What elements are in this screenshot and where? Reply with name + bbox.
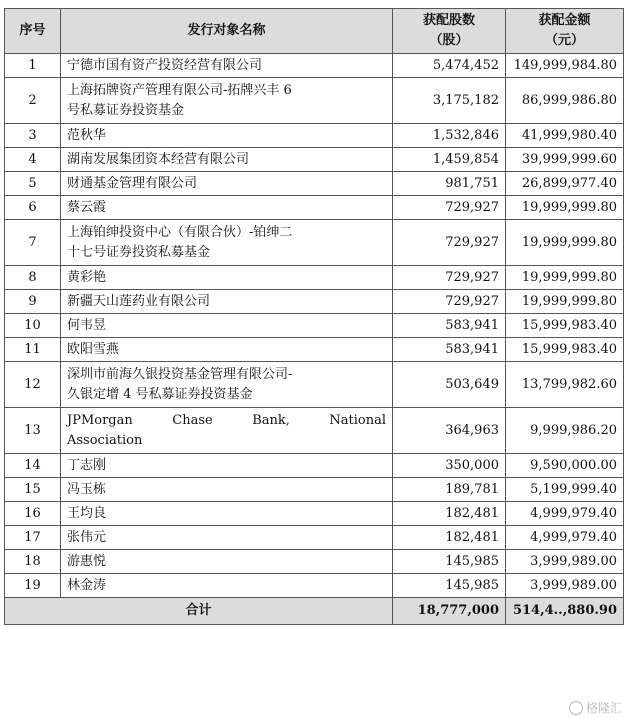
table-row xyxy=(5,290,624,314)
row-no: 2 xyxy=(5,78,61,124)
watermark-logo-icon xyxy=(569,701,583,715)
table-row xyxy=(5,550,624,574)
row-shares: 145,985 xyxy=(393,550,506,574)
table-row xyxy=(5,478,624,502)
row-shares: 189,781 xyxy=(393,478,506,502)
row-amount: 19,999,999.80 xyxy=(506,196,624,220)
row-no: 17 xyxy=(5,526,61,550)
row-name: 范秋华 xyxy=(61,124,393,148)
row-no: 5 xyxy=(5,172,61,196)
row-no: 14 xyxy=(5,454,61,478)
table-row xyxy=(5,172,624,196)
header-no: 序号 xyxy=(5,9,61,54)
row-amount: 41,999,980.40 xyxy=(506,124,624,148)
row-name-line2: 号私募证券投资基金 xyxy=(67,102,185,118)
row-name-line2: Association xyxy=(67,432,143,448)
row-shares: 729,927 xyxy=(393,290,506,314)
row-name-line2: 十七号证券投资私募基金 xyxy=(67,244,211,260)
header-shares-line1: 获配股数 xyxy=(422,13,475,28)
row-name xyxy=(61,408,393,454)
row-shares: 729,927 xyxy=(393,196,506,220)
row-name-line1: 深圳市前海久银投资基金管理有限公司- xyxy=(67,366,293,382)
row-name-line2: 久银定增 4 号私募证券投资基金 xyxy=(67,386,253,402)
total-label: 合计 xyxy=(5,598,393,625)
table-row xyxy=(5,78,624,124)
row-no: 6 xyxy=(5,196,61,220)
row-no: 13 xyxy=(5,408,61,454)
total-row xyxy=(5,598,624,625)
row-no: 10 xyxy=(5,314,61,338)
watermark-text: 格隆汇 xyxy=(585,701,622,715)
row-amount: 26,899,977.40 xyxy=(506,172,624,196)
row-shares: 182,481 xyxy=(393,526,506,550)
table-row xyxy=(5,148,624,172)
table-row xyxy=(5,526,624,550)
row-name xyxy=(61,78,393,124)
header-amount-line1: 获配金额 xyxy=(538,13,591,28)
row-amount: 86,999,986.80 xyxy=(506,78,624,124)
table-header-row xyxy=(5,9,624,54)
table-row xyxy=(5,266,624,290)
row-no: 3 xyxy=(5,124,61,148)
row-name: 林金涛 xyxy=(61,574,393,598)
row-name: 财通基金管理有限公司 xyxy=(61,172,393,196)
row-no: 11 xyxy=(5,338,61,362)
row-shares: 583,941 xyxy=(393,314,506,338)
row-amount: 19,999,999.80 xyxy=(506,220,624,266)
row-shares: 145,985 xyxy=(393,574,506,598)
row-shares: 503,649 xyxy=(393,362,506,408)
row-name: 张伟元 xyxy=(61,526,393,550)
table-row xyxy=(5,196,624,220)
row-amount: 9,999,986.20 xyxy=(506,408,624,454)
row-amount: 39,999,999.60 xyxy=(506,148,624,172)
row-no: 19 xyxy=(5,574,61,598)
row-no: 9 xyxy=(5,290,61,314)
table-row xyxy=(5,124,624,148)
row-shares: 1,459,854 xyxy=(393,148,506,172)
row-amount: 3,999,989.00 xyxy=(506,550,624,574)
row-no: 12 xyxy=(5,362,61,408)
row-shares: 5,474,452 xyxy=(393,54,506,78)
table-row xyxy=(5,408,624,454)
row-no: 18 xyxy=(5,550,61,574)
row-name: 黄彩艳 xyxy=(61,266,393,290)
row-shares: 350,000 xyxy=(393,454,506,478)
row-amount: 4,999,979.40 xyxy=(506,502,624,526)
row-shares: 364,963 xyxy=(393,408,506,454)
total-amount: 514,4..,880.90 xyxy=(506,598,624,625)
row-shares: 3,175,182 xyxy=(393,78,506,124)
total-shares: 18,777,000 xyxy=(393,598,506,625)
row-name: 蔡云霞 xyxy=(61,196,393,220)
row-amount: 149,999,984.80 xyxy=(506,54,624,78)
row-no: 7 xyxy=(5,220,61,266)
header-amount xyxy=(506,9,624,54)
row-amount: 15,999,983.40 xyxy=(506,314,624,338)
row-amount: 13,799,982.60 xyxy=(506,362,624,408)
row-name-line1: JPMorgan Chase Bank, National xyxy=(67,412,386,428)
table-row xyxy=(5,220,624,266)
table-row xyxy=(5,338,624,362)
row-name: 新疆天山莲药业有限公司 xyxy=(61,290,393,314)
table-row xyxy=(5,362,624,408)
row-name-line1: 上海拓牌资产管理有限公司-拓牌兴丰 6 xyxy=(67,82,292,98)
row-name xyxy=(61,220,393,266)
row-amount: 3,999,989.00 xyxy=(506,574,624,598)
row-shares: 981,751 xyxy=(393,172,506,196)
row-name: 游惠悦 xyxy=(61,550,393,574)
row-shares: 1,532,846 xyxy=(393,124,506,148)
row-no: 8 xyxy=(5,266,61,290)
table-row xyxy=(5,574,624,598)
row-shares: 729,927 xyxy=(393,220,506,266)
row-name: 王均良 xyxy=(61,502,393,526)
table-row xyxy=(5,54,624,78)
row-name: 冯玉栋 xyxy=(61,478,393,502)
row-no: 16 xyxy=(5,502,61,526)
row-name: 何韦昱 xyxy=(61,314,393,338)
row-name: 湖南发展集团资本经营有限公司 xyxy=(61,148,393,172)
row-amount: 19,999,999.80 xyxy=(506,266,624,290)
row-no: 4 xyxy=(5,148,61,172)
row-amount: 5,199,999.40 xyxy=(506,478,624,502)
table-row xyxy=(5,454,624,478)
row-no: 15 xyxy=(5,478,61,502)
table-row xyxy=(5,502,624,526)
row-shares: 583,941 xyxy=(393,338,506,362)
row-name: 宁德市国有资产投资经营有限公司 xyxy=(61,54,393,78)
row-name: 丁志刚 xyxy=(61,454,393,478)
watermark xyxy=(569,699,622,716)
row-name-line1: 上海铂绅投资中心（有限合伙）-铂绅二 xyxy=(67,224,293,240)
row-amount: 15,999,983.40 xyxy=(506,338,624,362)
allocation-table xyxy=(4,8,624,625)
header-name: 发行对象名称 xyxy=(61,9,393,54)
row-shares: 182,481 xyxy=(393,502,506,526)
header-shares xyxy=(393,9,506,54)
row-name xyxy=(61,362,393,408)
header-shares-line2: （股） xyxy=(429,33,469,48)
row-amount: 9,590,000.00 xyxy=(506,454,624,478)
table-row xyxy=(5,314,624,338)
row-shares: 729,927 xyxy=(393,266,506,290)
row-no: 1 xyxy=(5,54,61,78)
row-amount: 19,999,999.80 xyxy=(506,290,624,314)
row-amount: 4,999,979.40 xyxy=(506,526,624,550)
row-name: 欧阳雪燕 xyxy=(61,338,393,362)
header-amount-line2: （元） xyxy=(544,33,584,48)
